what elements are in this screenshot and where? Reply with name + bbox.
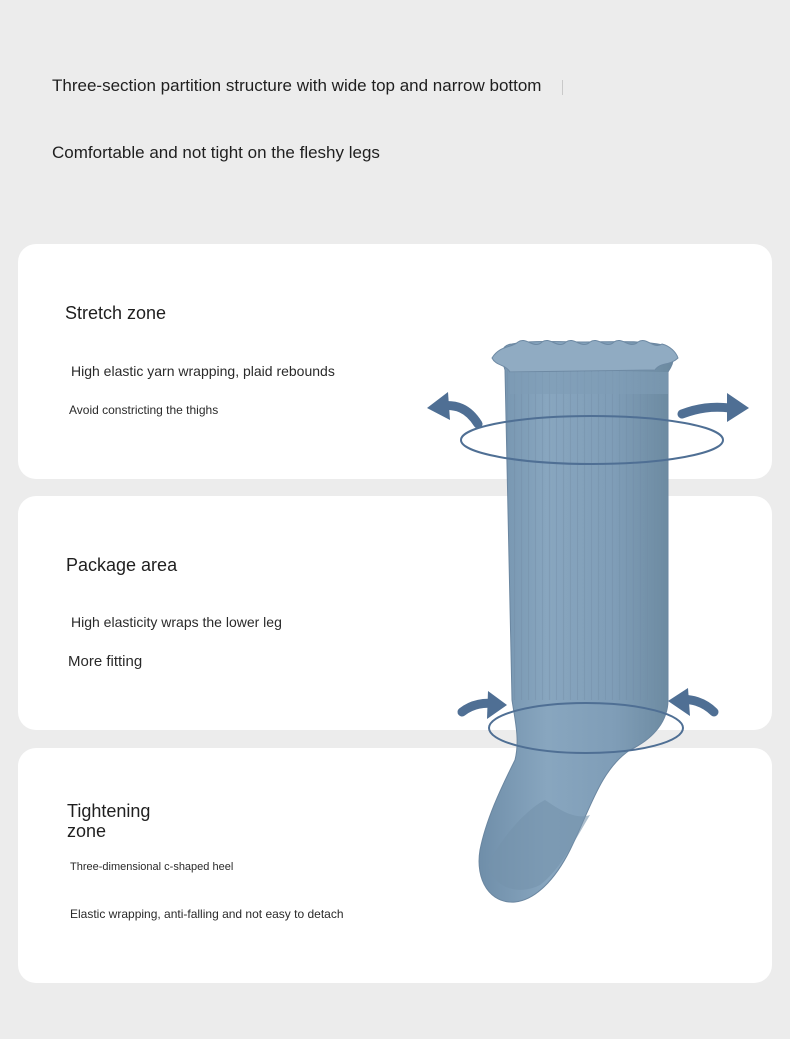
- zone-feature: Three-dimensional c-shaped heel: [70, 861, 234, 873]
- zone-title: Package area: [66, 555, 178, 575]
- package-area-card: [18, 496, 772, 730]
- intro-subline: Comfortable and not tight on the fleshy legs: [52, 143, 380, 162]
- stretch-zone-card: [18, 244, 772, 479]
- tightening-zone-card: [18, 748, 772, 983]
- zone-feature: More fitting: [68, 653, 143, 670]
- intro-headline: Three-section partition structure with wide top and narrow bottom: [52, 76, 542, 95]
- zone-title: Tightening zone: [67, 801, 151, 841]
- divider: [562, 80, 563, 95]
- zone-feature: High elasticity wraps the lower leg: [71, 614, 282, 630]
- zone-title: Stretch zone: [65, 303, 167, 323]
- zone-feature: Elastic wrapping, anti-falling and not easy to detach: [70, 907, 344, 921]
- zone-feature: Avoid constricting the thighs: [69, 403, 219, 417]
- zone-feature: High elastic yarn wrapping, plaid rebounds: [71, 363, 335, 379]
